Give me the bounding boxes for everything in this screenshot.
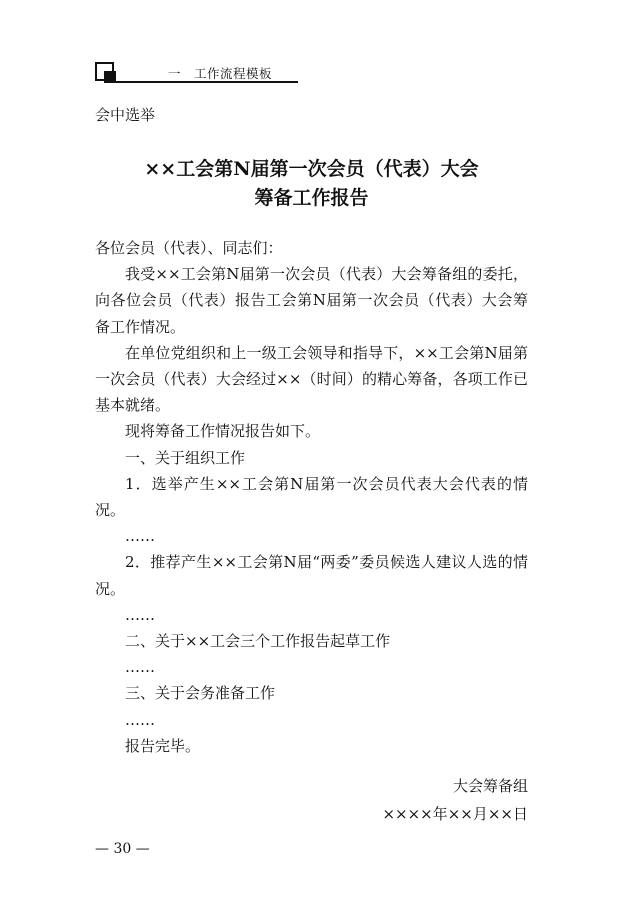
body-paragraph: 一、关于组织工作 bbox=[125, 448, 246, 467]
body-paragraph: 现将筹备工作情况报告如下。 bbox=[125, 422, 321, 441]
header-title: 一 工作流程模板 bbox=[168, 66, 273, 81]
document-body bbox=[95, 235, 528, 759]
document-title-line2: 筹备工作报告 bbox=[254, 187, 369, 209]
body-paragraph: …… bbox=[125, 605, 155, 624]
body-paragraph: …… bbox=[125, 527, 155, 546]
section-label: 会中选举 bbox=[95, 106, 156, 124]
body-paragraph: …… bbox=[125, 710, 155, 729]
running-header bbox=[95, 62, 298, 86]
signature-org: 大会筹备组 bbox=[452, 777, 528, 795]
body-paragraph: 在单位党组织和上一级工会领导和指导下，××工会第N届第一次会员（代表）大会经过××（时间）的精心筹备，各项工作已基本就绪。 bbox=[95, 343, 528, 415]
body-paragraph: 1．选举产生××工会第N届第一次会员代表大会代表的情况。 bbox=[95, 474, 528, 520]
body-paragraph: 报告完毕。 bbox=[125, 736, 201, 755]
body-paragraph: …… bbox=[125, 658, 155, 677]
body-paragraph: 二、关于××工会三个工作报告起草工作 bbox=[125, 632, 391, 651]
body-paragraph: 三、关于会务准备工作 bbox=[125, 684, 276, 703]
body-paragraph: 2．推荐产生××工会第N届“两委”委员候选人建议人选的情况。 bbox=[95, 553, 528, 598]
body-paragraph: 各位会员（代表）、同志们： bbox=[95, 239, 283, 257]
signature-date: ××××年××月××日 bbox=[382, 805, 528, 823]
page-number: — 30 — bbox=[95, 841, 150, 857]
body-paragraph: 我受××工会第N届第一次会员（代表）大会筹备组的委托，向各位会员（代表）报告工会第N届第一次会员（代表）大会筹备工作情况。 bbox=[95, 265, 528, 336]
document-title-line1: ××工会第N届第一次会员（代表）大会 bbox=[144, 158, 479, 180]
